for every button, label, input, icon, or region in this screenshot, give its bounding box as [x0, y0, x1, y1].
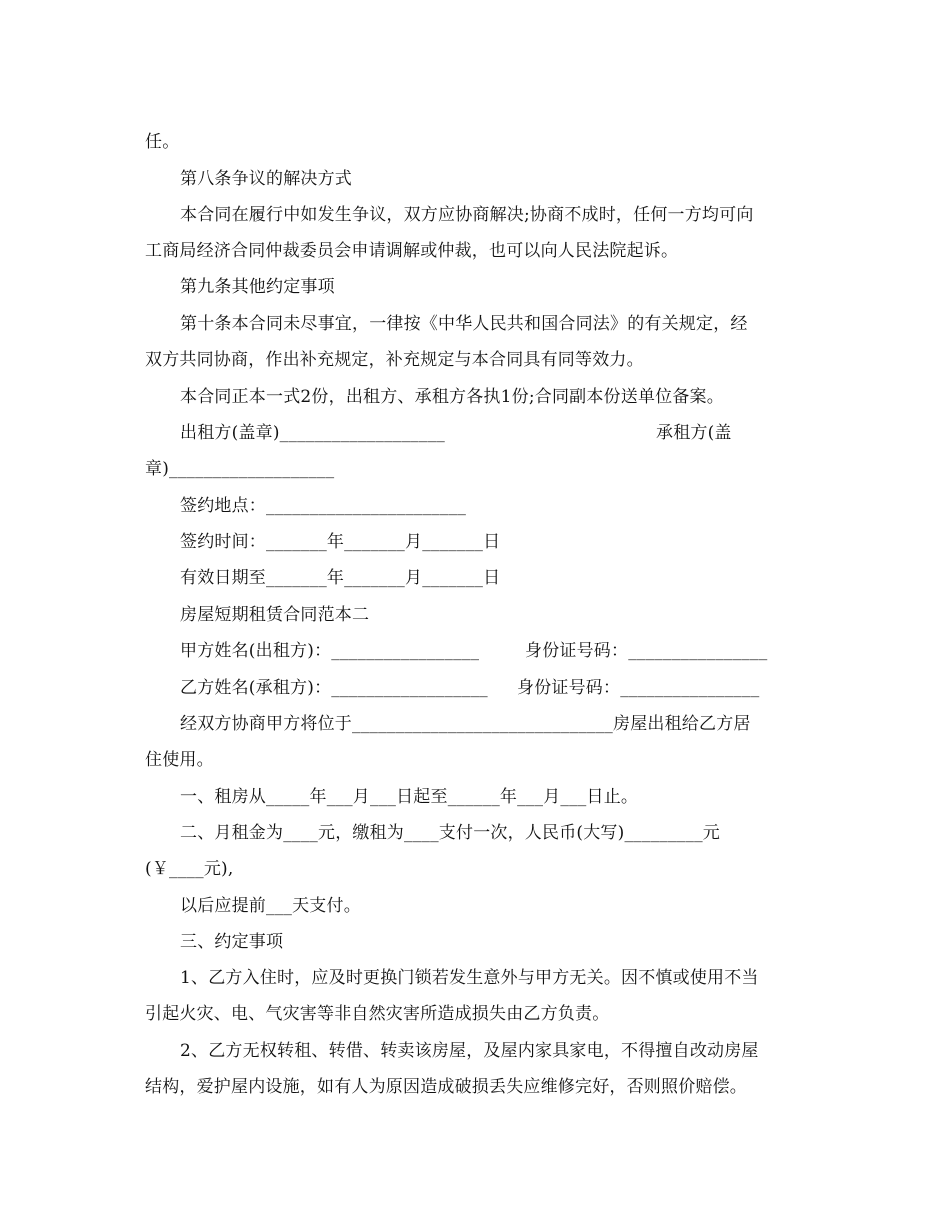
text-line: 引起火灾、电、气灾害等非自然灾害所造成损失由乙方负责。 — [145, 1004, 610, 1024]
text-line: (￥____元), — [145, 859, 234, 879]
party-b-id: 身份证号码：________________ — [517, 678, 760, 698]
party-a-id: 身份证号码：________________ — [525, 641, 768, 661]
text-line: 以后应提前___天支付。 — [180, 896, 361, 916]
text-line: 结构，爱护屋内设施，如有人为原因造成破损丢失应维修完好，否则照价赔偿。 — [145, 1077, 747, 1097]
signature-lessee: 承租方(盖 — [656, 423, 732, 443]
text-line: 第十条本合同未尽事宜，一律按《中华人民共和国合同法》的有关规定，经 — [180, 314, 748, 334]
signature-lessor: 出租方(盖章)___________________ — [180, 423, 445, 443]
text-line: 二、月租金为____元，缴租为____支付一次，人民币(大写)_________元 — [180, 823, 720, 843]
section-heading: 第八条争议的解决方式 — [180, 169, 352, 189]
signature-lessee-cont: 章)___________________ — [145, 459, 335, 479]
text-line: 工商局经济合同仲裁委员会申请调解或仲裁，也可以向人民法院起诉。 — [145, 241, 679, 261]
text-line: 本合同在履行中如发生争议，双方应协商解决;协商不成时，任何一方均可向 — [180, 205, 754, 225]
text-line: 1、乙方入住时，应及时更换门锁若发生意外与甲方无关。因不慎或使用不当 — [180, 968, 759, 988]
text-line: 一、租房从_____年___月___日起至______年___月___日止。 — [180, 787, 639, 807]
document-title: 房屋短期租赁合同范本二 — [180, 605, 370, 625]
section-heading: 三、约定事项 — [180, 932, 284, 952]
text-line: 任。 — [145, 132, 180, 152]
section-heading: 第九条其他约定事项 — [180, 277, 335, 297]
text-line: 住使用。 — [145, 750, 214, 770]
effective-date: 有效日期至_______年_______月_______日 — [180, 568, 501, 588]
text-line: 经双方协商甲方将位于______________________________房屋出租给乙方居 — [180, 714, 751, 734]
signing-place: 签约地点：_______________________ — [180, 496, 467, 516]
text-line: 本合同正本一式2份，出租方、承租方各执1份;合同副本份送单位备案。 — [180, 387, 724, 407]
text-line: 双方共同协商，作出补充规定，补充规定与本合同具有同等效力。 — [145, 350, 644, 370]
party-b-name: 乙方姓名(承租方)：__________________ — [180, 678, 488, 698]
signing-date: 签约时间：_______年_______月_______日 — [180, 532, 501, 552]
party-a-name: 甲方姓名(出租方)：_________________ — [180, 641, 480, 661]
text-line: 2、乙方无权转租、转借、转卖该房屋，及屋内家具家电，不得擅自改动房屋 — [180, 1041, 759, 1061]
